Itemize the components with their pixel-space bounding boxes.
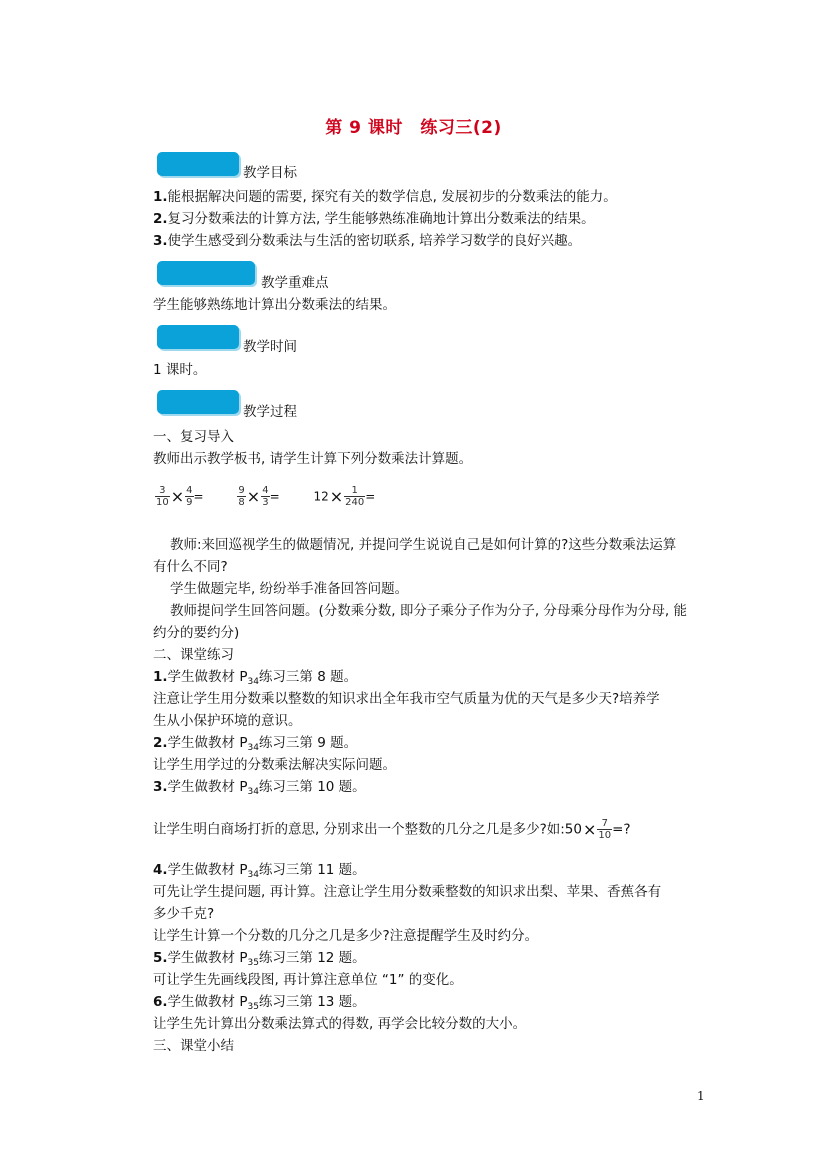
paragraph: 让学生先计算出分数乘法算式的得数, 再学会比较分数的大小。 — [153, 1016, 527, 1032]
exercise-item: 1.学生做教材 $P_{34}$练习三第 8 题。 — [153, 669, 358, 687]
paragraph: 约分的要约分) — [153, 625, 240, 641]
section-label-keypoints: 教学重难点 — [261, 275, 329, 291]
paragraph: 让学生明白商场打折的意思, 分别求出一个整数的几分之几是多少?如:50× $\frac{7}{10}$ =? — [153, 818, 631, 841]
paragraph: 教师提问学生回答问题。(分数乘分数, 即分子乘分子作为分子, 分母乘分母作为分母, 能 — [170, 603, 688, 619]
section-label-time: 教学时间 — [243, 339, 297, 355]
time-text: 1 课时。 — [153, 362, 207, 378]
exercise-item: 6.学生做教材 $P_{35}$练习三第 13 题。 — [153, 994, 366, 1012]
exercise-item: 3.学生做教材 $P_{34}$练习三第 10 题。 — [153, 779, 366, 797]
section-marker-bar — [157, 261, 255, 285]
paragraph: 注意让学生用分数乘以整数的知识求出全年我市空气质量为优的天气是多少天?培养学 — [153, 691, 660, 707]
section-label-goals: 教学目标 — [243, 165, 297, 181]
paragraph: 生从小保护环境的意识。 — [153, 713, 302, 729]
fraction: $\frac{9}{8}$ — [238, 485, 245, 508]
keypoints-text: 学生能够熟练地计算出分数乘法的结果。 — [153, 297, 396, 313]
math-expressions — [155, 485, 405, 508]
fraction: $\frac{4}{3}$ — [262, 485, 269, 508]
paragraph: 有什么不同? — [153, 559, 228, 575]
paragraph: 可让学生先画线段图, 再计算注意单位 “1” 的变化。 — [153, 972, 463, 988]
part1-heading: 一、复习导入 — [153, 429, 234, 445]
expression-1: $\frac{3}{10}$ × $\frac{4}{9}$ = — [156, 485, 204, 508]
goal-item: 1.能根据解决问题的需要, 探究有关的数学信息, 发展初步的分数乘法的能力。 — [153, 189, 617, 205]
paragraph: 让学生计算一个分数的几分之几是多少?注意提醒学生及时约分。 — [153, 928, 539, 944]
fraction: $\frac{1}{240}$ — [345, 485, 365, 508]
paragraph: 多少千克? — [153, 906, 215, 922]
expression-3: 12× $\frac{1}{240}$ = — [313, 485, 376, 508]
exercise-item: 2.学生做教材 $P_{34}$练习三第 9 题。 — [153, 735, 358, 753]
paragraph: 让学生用学过的分数乘法解决实际问题。 — [153, 757, 396, 773]
part3-heading: 三、课堂小结 — [153, 1038, 234, 1054]
goal-item: 2.复习分数乘法的计算方法, 学生能够熟练准确地计算出分数乘法的结果。 — [153, 211, 595, 227]
section-marker-bar — [157, 152, 239, 176]
fraction: $\frac{3}{10}$ — [156, 485, 169, 508]
lesson-title: 第 9 课时 练习三(2) — [325, 118, 502, 138]
paragraph: 教师:来回巡视学生的做题情况, 并提问学生说说自己是如何计算的?这些分数乘法运算 — [170, 537, 677, 553]
section-header-process — [157, 390, 407, 420]
expression-2: $\frac{9}{8}$ × $\frac{4}{3}$ = — [238, 485, 280, 508]
section-header-goals — [157, 152, 407, 181]
section-header-time — [157, 325, 407, 355]
fraction: $\frac{7}{10}$ — [598, 818, 612, 841]
goal-item: 3.使学生感受到分数乘法与生活的密切联系, 培养学习数学的良好兴趣。 — [153, 233, 582, 249]
paragraph: 可先让学生提问题, 再计算。注意让学生用分数乘整数的知识求出梨、苹果、香蕉各有 — [153, 884, 662, 900]
page-number: 1 — [697, 1089, 705, 1103]
section-marker-bar — [157, 325, 239, 349]
part2-heading: 二、课堂练习 — [153, 647, 234, 663]
section-marker-bar — [157, 390, 239, 414]
paragraph: 学生做题完毕, 纷纷举手准备回答问题。 — [170, 581, 409, 597]
exercise-item: 4.学生做教材 $P_{34}$练习三第 11 题。 — [153, 862, 366, 880]
section-header-keypoints — [157, 261, 407, 291]
exercise-item: 5.学生做教材 $P_{35}$练习三第 12 题。 — [153, 950, 366, 968]
section-label-process: 教学过程 — [243, 404, 297, 420]
part1-intro: 教师出示教学板书, 请学生计算下列分数乘法计算题。 — [153, 451, 473, 467]
fraction: $\frac{4}{9}$ — [186, 485, 193, 508]
